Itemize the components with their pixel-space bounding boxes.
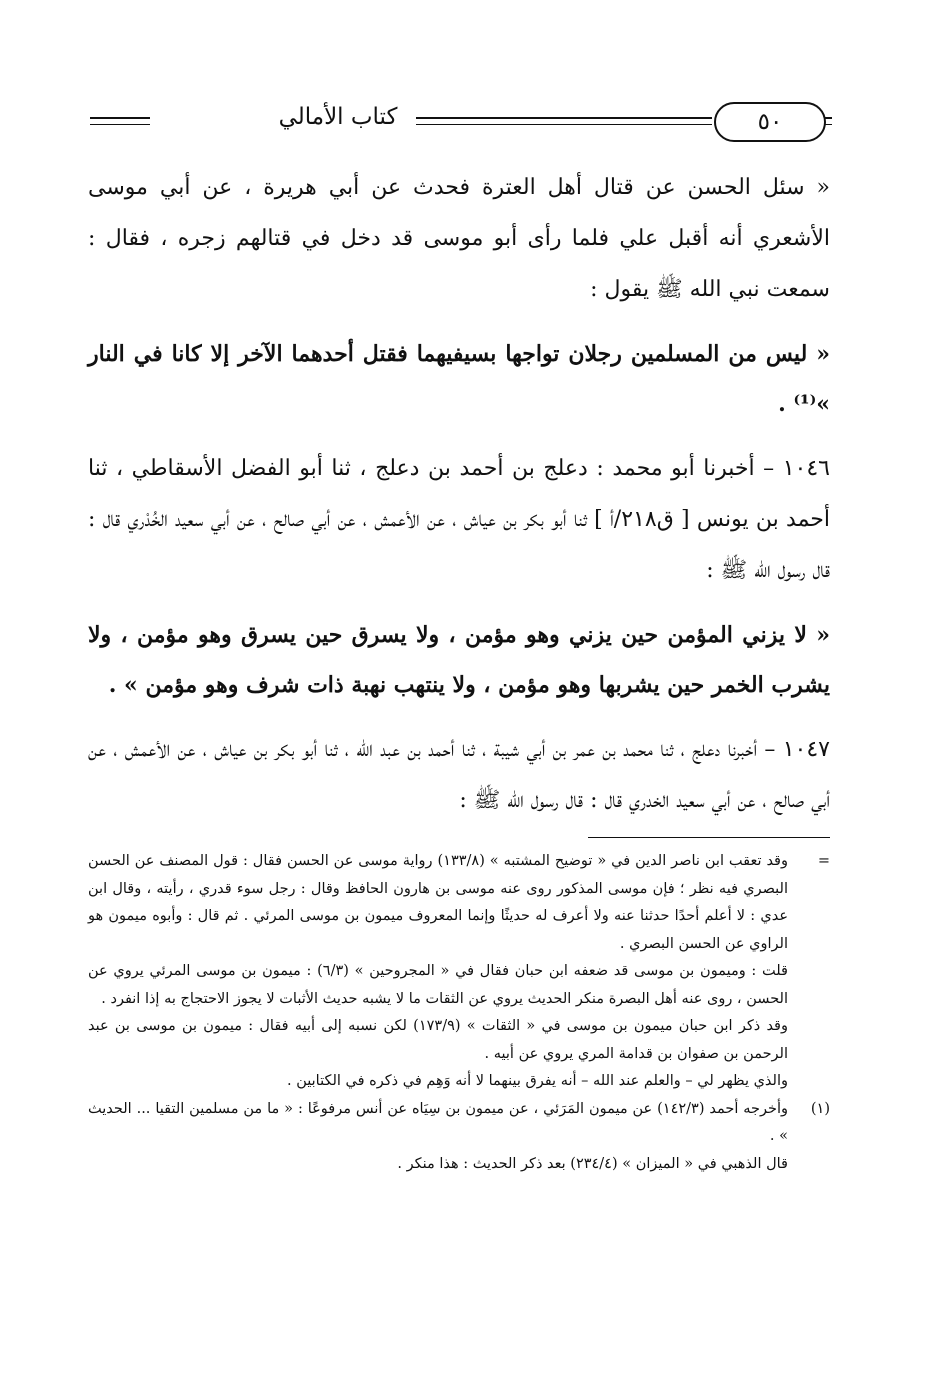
footnote-continuation-1 [88, 848, 830, 958]
hadith-text-1: « ليس من المسلمين رجلان تواجها بسيفيهما فقتل أحدهما الآخر إلا كانا في النار »⁽¹⁾ . [88, 341, 830, 417]
header-rule-right-top [824, 117, 832, 119]
hadith-text-2: « لا يزني المؤمن حين يزني وهو مؤمن ، ولا يسرق حين يسرق وهو مؤمن ، ولا يشرب الخمر حين يشربها وهو مؤمن ، ولا ينتهب نهبة ذات شرف وهو مؤمن » . [88, 622, 830, 698]
footnote-text: وقد تعقب ابن ناصر الدين في « توضيح المشتبه » (١٣٣/٨) رواية موسى عن الحسن فقال : قول المصنف عن الحسن البصري فيه نظر ؛ فإن موسى المذكور روى عنه موسى بن هارون الحافظ وقال : رجل سوء قدري ، رأيته ، وقال ابن عدي : لا أعلم أحدًا حدثنا عنه ولا أعرف له حديثًا وإنما المعروف ميمون بن موسى المرئي . ثم قال : وأبوه ميمون هو الراوي عن الحسن البصري . [88, 853, 788, 952]
header-rule-left-bottom [90, 124, 150, 125]
footnote-1-mark: (١) [810, 1100, 830, 1117]
footnotes [88, 848, 830, 1178]
page-number: ٥٠ [714, 102, 826, 142]
footnote-1 [88, 1096, 830, 1151]
footnote-separator [588, 837, 830, 838]
footnote-1-continued: قال الذهبي في « الميزان » (٢٣٤/٤) بعد ذكر الحديث : هذا منكر . [397, 1155, 788, 1172]
header-rule-right-bottom [824, 124, 832, 125]
footnote-1-text: وأخرجه أحمد (١٤٢/٣) عن ميمون المَرَئي ، عن ميمون بن سِيَاه عن أنس مرفوعًا : « ما من مسلمين التقيا ... الحديث » . [88, 1100, 789, 1144]
page-header [90, 98, 832, 144]
footnote-continuation-3: وقد ذكر ابن حبان ميمون بن موسى في « الثقات » (١٧٣/٩) لكن نسبه إلى أبيه فقال : ميمون بن موسى بن عبد الرحمن بن صفوان بن قدامة المري يروي عن أبيه . [88, 1018, 788, 1062]
narration-paragraph-1046: ١٠٤٦ – أخبرنا أبو محمد : دعلج بن أحمد بن دعلج ، ثنا أبو الفضل الأسقاطي ، ثنا أحمد بن يونس [ ق٢١٨/أ ] ثنا أبو بكر بن عياش ، عن الأعمش ، عن أبي صالح ، عن أبي سعيد الخُدْري قال : قال رسول الله ﷺ : [88, 456, 830, 583]
footnote-continuation-2: قلت : وميمون بن موسى قد ضعفه ابن حبان فقال في « المجروحين » (٦/٣) : ميمون بن موسى المرئي يروي عن الحسن ، روى عنه أهل البصرة منكر الحديث يروي عن الثقات ما لا يشبه حديث الأثبات لا يجوز الاحتجاج به إذا انفرد . [88, 963, 788, 1007]
book-title: كتاب الأمالي [278, 104, 398, 130]
main-text [88, 162, 830, 826]
footnote-continuation-4: والذي يظهر لي – والعلم عند الله – أنه يفرق بينهما لا أنه وَهِم في ذكره في الكتابين . [287, 1073, 788, 1089]
narration-paragraph-1047: ١٠٤٧ – أخبرنا دعلج ، ثنا محمد بن عمر بن أبي شيبة ، ثنا أحمد بن عبد الله ، ثنا أبو بكر بن عياش ، عن الأعمش ، عن أبي صالح ، عن أبي سعيد الخدري قال : قال رسول الله ﷺ : [88, 737, 830, 813]
header-rule-left-top [90, 117, 150, 119]
header-rule-middle-top [416, 117, 712, 119]
continuation-mark: = [817, 853, 830, 869]
narration-paragraph-1: « سئل الحسن عن قتال أهل العترة فحدث عن أبي هريرة ، عن أبي موسى الأشعري أنه أقبل علي فلما رأى أبو موسى قد دخل في قتالهم زجره ، فقال : سمعت نبي الله ﷺ يقول : [88, 175, 830, 302]
header-rule-middle-bottom [416, 124, 712, 125]
